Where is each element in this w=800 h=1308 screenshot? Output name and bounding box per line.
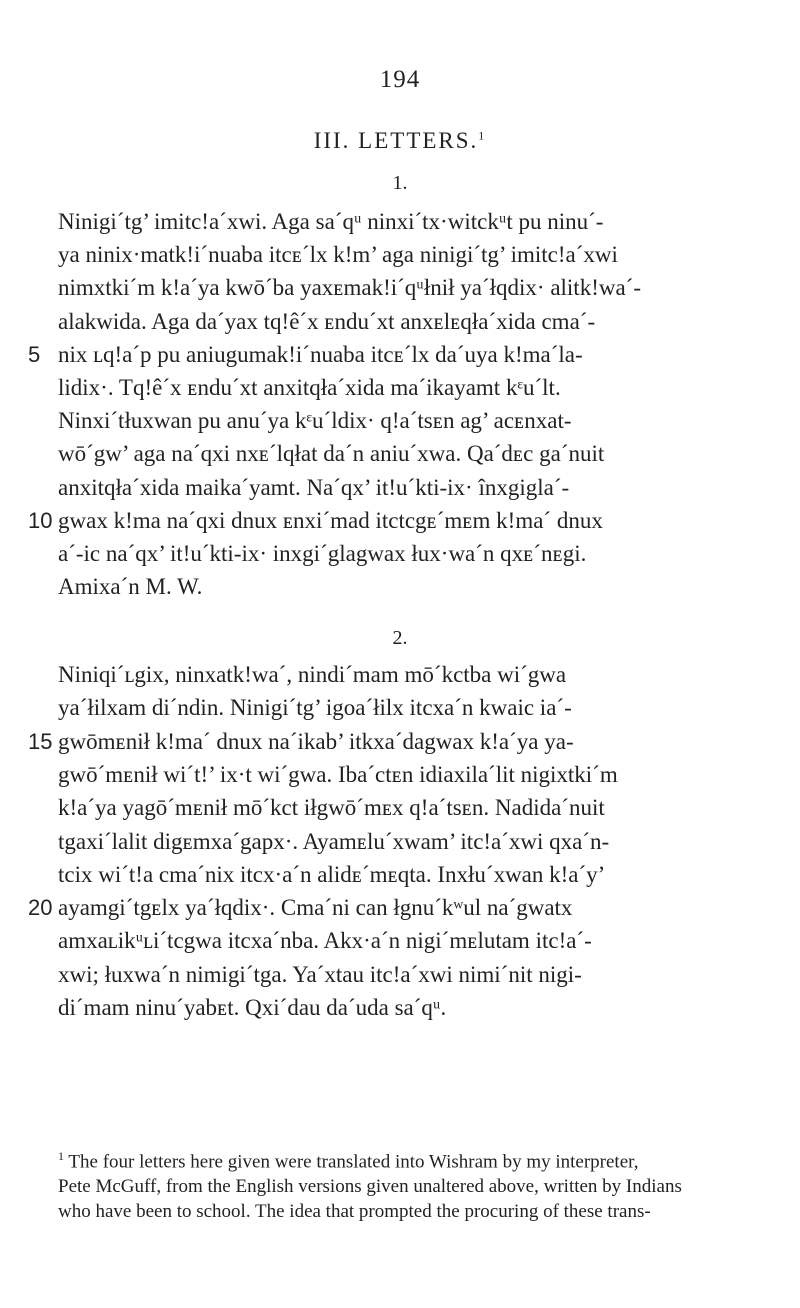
line-text: Ninigi´tg’ imitc!a´xwi. Aga sa´qᵘ ninxi´tx·witckᵘt pu ninu´- <box>58 209 604 234</box>
line-number: 20 <box>28 895 53 921</box>
text-line <box>58 791 758 824</box>
line-text: xwi; łuxwa´n nimigi´tga. Ya´xtau itc!a´xwi nimi´nit nigi- <box>58 961 582 987</box>
letter-number: 1. <box>392 172 408 194</box>
line-number: 15 <box>28 728 53 754</box>
text-line <box>58 371 758 404</box>
text-line <box>58 691 758 724</box>
line-number: 5 <box>28 341 41 367</box>
line-text: tcix wi´t!a cma´nix itcx·a´n alidᴇ´mᴇqta. Inxłu´xwan k!a´y’ <box>58 861 606 887</box>
line-text: gwax k!ma na´qxi dnux ᴇnxi´mad itctcgᴇ´mᴇm k!ma´ dnux <box>58 507 603 533</box>
line-text: ya ninix·matk!i´nuaba itcᴇ´lx k!m’ aga ninigi´tg’ imitc!a´xwi <box>58 242 618 268</box>
section-heading-text: III. LETTERS. <box>313 128 479 153</box>
text-line <box>58 271 758 304</box>
line-number: 10 <box>28 507 53 533</box>
line-text: lidix·. Tq!ê´x ᴇndu´xt anxitqła´xida ma´ikayamt kᵋu´lt. <box>58 375 561 400</box>
line-text: nix ʟq!a´p pu aniugumak!i´nuaba itcᴇ´lx da´uya k!ma´la- <box>58 341 583 367</box>
footnote-marker: 1 <box>58 1149 64 1163</box>
text-line <box>58 991 758 1024</box>
text-line <box>58 758 758 791</box>
text-line <box>58 858 758 891</box>
text-line <box>58 205 758 238</box>
text-line <box>58 958 758 991</box>
page-number: 194 <box>379 66 421 93</box>
line-text: ayamgi´tgᴇlx ya´łqdix·. Cma´ni can łgnu´kʷul na´gwatx <box>58 895 573 921</box>
line-text: nimxtki´m k!a´ya kwō´ba yaxᴇmak!i´qᵘłnił ya´łqdix· alitk!wa´- <box>58 275 641 301</box>
line-text: di´mam ninu´yabᴇt. Qxi´dau da´uda sa´qᵘ. <box>58 995 447 1020</box>
footnote-reference: 1 <box>478 128 487 143</box>
text-line <box>58 305 758 338</box>
footnote <box>58 1144 758 1224</box>
line-text: wō´gw’ aga na´qxi nxᴇ´lqłat da´n aniu´xwa. Qa´dᴇc ga´nuit <box>58 441 605 467</box>
text-line <box>58 658 758 691</box>
text-line <box>58 437 758 470</box>
line-text: alakwida. Aga da´yax tq!ê´x ᴇndu´xt anxᴇlᴇqła´xida cma´- <box>58 308 596 334</box>
text-line <box>58 924 758 957</box>
line-text: Niniqi´ʟgix, ninxatk!wa´, nindi´mam mō´kctba wi´gwa <box>58 662 567 687</box>
line-text: k!a´ya yagō´mᴇnił mō´kct iłgwō´mᴇx q!a´tsᴇn. Nadida´nuit <box>58 795 605 821</box>
letter-number: 2. <box>392 627 408 649</box>
line-text: Amixa´n M. W. <box>58 574 203 600</box>
text-line <box>58 238 758 271</box>
text-line <box>28 891 758 924</box>
text-line <box>58 537 758 570</box>
footnote-line: Pete McGuff, from the English versions given unaltered above, written by Indians <box>58 1176 682 1198</box>
line-text: ya´łilxam di´ndin. Ninigi´tg’ igoa´łilx itcxa´n kwaic ia´- <box>58 695 572 721</box>
text-line <box>58 404 758 437</box>
text-line <box>28 725 758 758</box>
footnote-line: who have been to school. The idea that prompted the procuring of these trans- <box>58 1201 651 1223</box>
section-heading <box>0 128 800 154</box>
line-text: Ninxi´tłuxwan pu anu´ya kᵋu´ldix· q!a´tsᴇn ag’ acᴇnxat- <box>58 408 572 434</box>
text-line <box>58 471 758 504</box>
line-text: gwōmᴇnił k!ma´ dnux na´ikab’ itkxa´dagwax k!a´ya ya- <box>58 728 574 754</box>
line-text: amxaʟikᵘʟi´tcgwa itcxa´nba. Akx·a´n nigi´mᴇlutam itc!a´- <box>58 928 592 954</box>
line-text: gwō´mᴇnił wi´t!’ ix·t wi´gwa. Iba´ctᴇn idiaxila´lit nigixtki´m <box>58 761 618 787</box>
text-line <box>58 570 758 603</box>
line-text: anxitqła´xida maika´yamt. Na´qx’ it!u´kti-ix· înxgigla´- <box>58 474 570 500</box>
footnote-line: $^1$ The four letters here given were translated into Wishram by my interpreter, <box>58 1149 639 1173</box>
text-line <box>28 504 758 537</box>
line-text: a´-ic na´qx’ it!u´kti-ix· inxgi´glagwax łux·wa´n qxᴇ´nᴇgi. <box>58 541 587 566</box>
text-line <box>58 825 758 858</box>
text-line <box>28 338 758 371</box>
line-text: tgaxi´lalit digᴇmxa´gapx·. Ayamᴇlu´xwam’ itc!a´xwi qxa´n- <box>58 828 610 854</box>
